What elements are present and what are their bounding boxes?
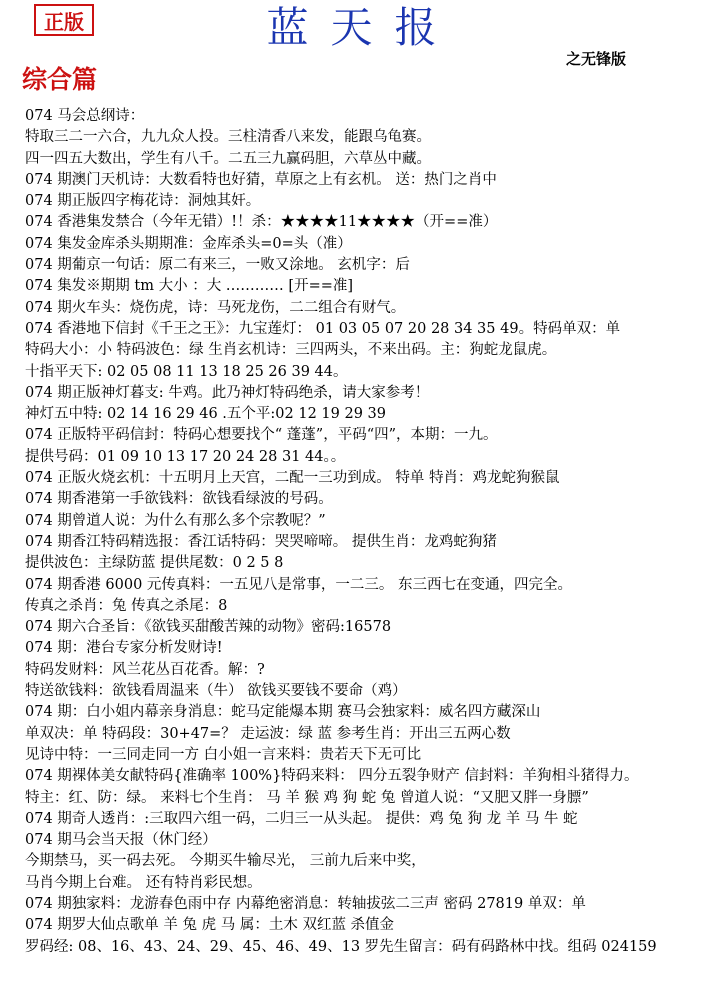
article-line: 提供波色：主绿防蓝 提供尾数：0 2 5 8	[25, 555, 284, 572]
article-line: 074 期香江特码精选报：香江话特码：哭哭啼啼。 提供生肖：龙鸡蛇狗猪	[25, 533, 497, 550]
article-line: 074 期独家料：龙游春色雨中存 内幕绝密消息：转轴拔弦二三声 密码 27819 单双：单	[25, 895, 586, 912]
article-line: 特取三二一六合，九九众人投。三柱清香八来发，能跟乌龟赛。	[25, 129, 431, 146]
article-line: 传真之杀肖：兔 传真之杀尾：8	[25, 597, 228, 614]
article-line: 特码大小：小 特码波色：绿 生肖玄机诗：三四两头，不来出码。主：狗蛇龙鼠虎。	[25, 342, 557, 359]
article-line: 074 期澳门天机诗：大数看特也好猜，草原之上有玄机。 送：热门之肖中	[25, 171, 497, 188]
article-line: 074 期葡京一句话：原二有来三，一败又涂地。 玄机字：后	[25, 257, 410, 274]
article-line: 074 集发金库杀头期期准：金库杀头=0=头（准）	[25, 235, 352, 252]
masthead-title: 蓝天报	[266, 3, 459, 52]
article-line: 特主：红、防：绿。 来料七个生肖： 马 羊 猴 鸡 狗 蛇 兔 曾道人说：“又肥又胖一身膘”	[25, 789, 589, 806]
article-line: 074 正版火烧玄机：十五明月上天宫，二配一三功到成。 特单 特肖：鸡龙蛇狗猴鼠	[25, 470, 560, 487]
article-body	[25, 106, 720, 958]
article-line: 074 集发※期期 tm 大小 ：大 ………… [开==准]	[25, 278, 354, 295]
article-line: 神灯五中特: 02 14 16 29 46 .五个平:02 12 19 29 39	[25, 406, 386, 423]
article-line: 今期禁马，买一码去死。 今期买牛输尽光， 三前九后来中奖，	[25, 853, 426, 870]
article-line: 074 期罗大仙点歌单 羊 兔 虎 马 属：土木 双红蓝 杀值金	[25, 917, 395, 934]
article-line: 特送欲钱料：欲钱看周温来（牛） 欲钱买要钱不要命（鸡）	[25, 683, 407, 700]
article-line: 074 期火车头：烧伤虎，诗：马死龙伤，二二组合有财气。	[25, 299, 406, 316]
article-line: 074 期香港 6000 元传真料：一五见八是常事，一二三。 东三西七在变通，四完全。	[25, 576, 573, 593]
article-line: 074 期：白小姐内幕亲身消息：蛇马定能爆本期 赛马会独家料：威名四方藏深山	[25, 704, 541, 721]
edition-label: 之无锋版	[566, 50, 627, 68]
section-title: 综合篇	[22, 65, 98, 94]
article-line: 十指平天下: 02 05 08 11 13 18 25 26 39 44。	[25, 363, 348, 380]
article-line: 074 期香港第一手欲钱料：欲钱看绿波的号码。	[25, 491, 333, 508]
article-line: 074 期正版四字梅花诗：洞烛其奸。	[25, 193, 261, 210]
article-line: 074 期马会当天报（休门经）	[25, 832, 217, 849]
article-line: 单双决：单 特码段：30+47=？ 走运波：绿 蓝 参考生肖：开出三五两心数	[25, 725, 511, 742]
article-line: 074 期裸体美女献特码{准确率 100%}特码来料： 四分五裂争财产 信封料：羊狗相斗猪得力。	[25, 768, 639, 785]
article-line: 马肖今期上台难。 还有特肖彩民想。	[25, 874, 262, 891]
article-line: 074 期：港台专家分析发财诗!	[25, 640, 223, 657]
article-line: 罗码经: 08、16、43、24、29、45、46、49、13 罗先生留言：码有码路林中找。组码 024159	[25, 938, 657, 955]
article-line: 074 期奇人透肖：:三取四六组一码，二归三一从头起。 提供：鸡 兔 狗 龙 羊 马 牛 蛇	[25, 810, 578, 827]
article-line: 074 香港集发禁合（今年无错）!！杀：★★★★11★★★★（开==准）	[25, 214, 498, 231]
article-line: 074 马会总纲诗：	[25, 108, 145, 124]
edition-badge: 正版	[34, 4, 94, 36]
article-line: 四一四五大数出，学生有八千。二五三九赢码胆，六草丛中藏。	[25, 150, 431, 167]
article-line: 074 香港地下信封《千王之王》：九宝莲灯： 01 03 05 07 20 28 34 35 49。特码单双：单	[25, 320, 621, 337]
article-line: 提供号码：01 09 10 13 17 20 24 28 31 44。。	[25, 448, 346, 465]
article-line: 074 正版特平码信封：特码心想要找个“ 蓬蓬”，平码“四”，本期：一九。	[25, 427, 498, 444]
article-line: 特码发财料：风兰花丛百花香。解：?	[25, 661, 265, 678]
article-line: 074 期正版神灯暮支: 牛鸡。此乃神灯特码绝杀，请大家参考！	[25, 384, 430, 401]
article-line: 074 期曾道人说：为什么有那么多个宗教呢？”	[25, 512, 326, 529]
article-line: 见诗中特：一三同走同一方 白小姐一言来料：贵若天下无可比	[25, 746, 422, 763]
article-line: 074 期六合圣旨：《欲钱买甜酸苦辣的动物》密码:16578	[25, 619, 392, 636]
